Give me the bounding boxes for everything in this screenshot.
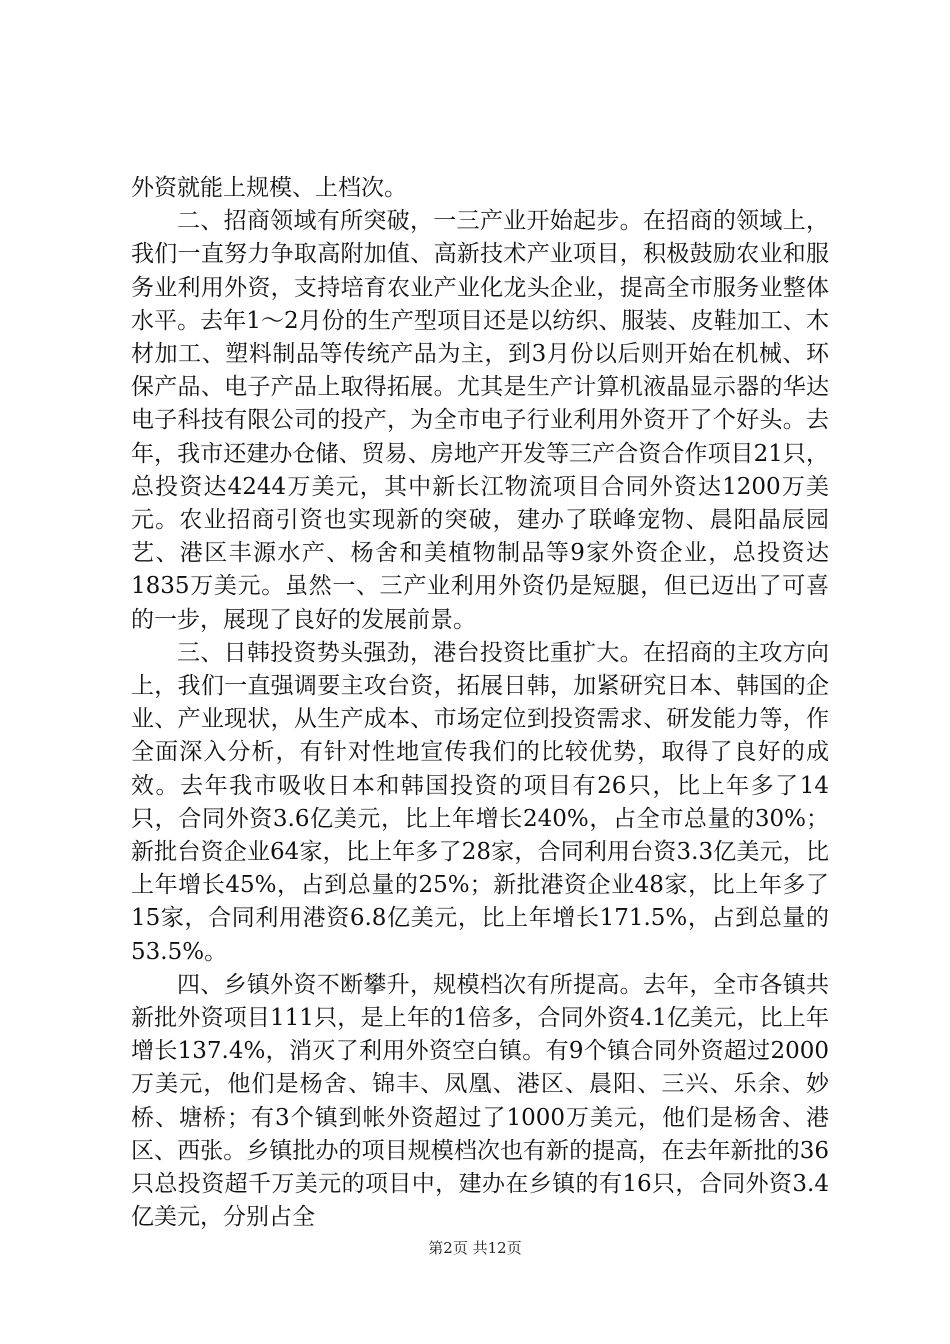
document-body [131,172,829,1235]
paragraph-section-3: 三、日韩投资势头强劲，港台投资比重扩大。在招商的主攻方向上，我们一直强调要主攻台资，拓展日韩，加紧研究日本、韩国的企业、产业现状，从生产成本、市场定位到投资需求、研发能力等，作全面深入分析，有针对性地宣传我们的比较优势，取得了良好的成效。去年我市吸收日本和韩国投资的项目有26只，比上年多了14只，合同外资3.6亿美元，比上年增长240%，占全市总量的30%；新批台资企业64家，比上年多了28家，合同利用台资3.3亿美元，比上年增长45%，占到总量的25%；新批港资企业48家，比上年多了15家，合同利用港资6.8亿美元，比上年增长171.5%，占到总量的53.5%。 [131,639,829,965]
paragraph-section-4: 四、乡镇外资不断攀升，规模档次有所提高。去年，全市各镇共新批外资项目111只，是上年的1倍多，合同外资4.1亿美元，比上年增长137.4%，消灭了利用外资空白镇。有9个镇合同外资超过2000万美元，他们是杨舍、锦丰、凤凰、港区、晨阳、三兴、乐余、妙桥、塘桥；有3个镇到帐外资超过了1000万美元，他们是杨舍、港区、西张。乡镇批办的项目规模档次也有新的提高，在去年新批的36只总投资超千万美元的项目中，建办在乡镇的有16只，合同外资3.4亿美元，分别占全 [131,971,829,1231]
paragraph-continuation: 外资就能上规模、上档次。 [131,175,407,201]
paragraph-section-2: 二、招商领域有所突破，一三产业开始起步。在招商的领域上，我们一直努力争取高附加值、高新技术产业项目，积极鼓励农业和服务业利用外资，支持培育农业产业化龙头企业，提高全市服务业整体水平。去年1～2月份的生产型项目还是以纺织、服装、皮鞋加工、木材加工、塑料制品等传统产品为主，到3月份以后则开始在机械、环保产品、电子产品上取得拓展。尤其是生产计算机液晶显示器的华达电子科技有限公司的投产，为全市电子行业利用外资开了个好头。去年，我市还建办仓储、贸易、房地产开发等三产合资合作项目21只，总投资达4244万美元，其中新长江物流项目合同外资达1200万美元。农业招商引资也实现新的突破，建办了联峰宠物、晨阳晶辰园艺、港区丰源水产、杨舍和美植物制品等9家外资企业，总投资达1835万美元。虽然一、三产业利用外资仍是短腿，但已迈出了可喜的一步，展现了良好的发展前景。 [131,208,829,633]
page-number-footer: 第2页 共12页 [428,1239,522,1257]
